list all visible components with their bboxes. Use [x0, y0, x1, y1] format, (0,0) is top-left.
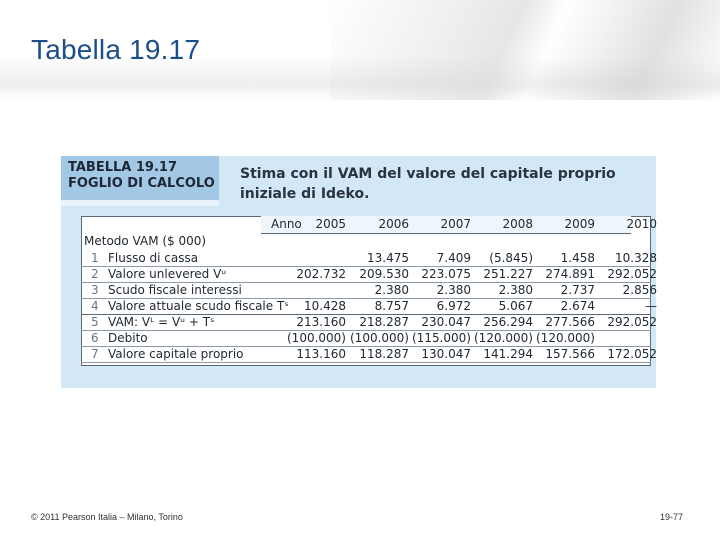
year-header-cell: 2009 [564, 217, 595, 231]
table-cell: 218.287 [359, 315, 409, 329]
slide-title: Tabella 19.17 [31, 34, 201, 65]
year-header-cell: 2007 [440, 217, 471, 231]
table-cell: 2.380 [374, 283, 409, 297]
row-label: Valore capitale proprio [108, 347, 244, 361]
table-cell: 2.380 [498, 283, 533, 297]
copyright-text: © 2011 Pearson Italia – Milano, Torino [31, 512, 183, 522]
table-cell: 256.294 [483, 315, 533, 329]
table-cell: 2.674 [560, 299, 595, 313]
table-cell: 202.732 [296, 267, 346, 281]
table-cell: 141.294 [483, 347, 533, 361]
table-cell: 10.428 [304, 299, 346, 313]
row-number: 2 [91, 267, 99, 281]
label-strip [61, 200, 219, 206]
table-cell: (120.000) [474, 331, 533, 345]
table-cell: 2.380 [436, 283, 471, 297]
page-number: 19-77 [660, 512, 684, 522]
table-cell: 292.052 [607, 267, 657, 281]
table-cell: 172.052 [607, 347, 657, 361]
table-number: TABELLA 19.17 [68, 160, 177, 175]
year-header-cell: 2010 [626, 217, 657, 231]
table-cell: 7.409 [436, 251, 471, 265]
table-cell: 274.891 [545, 267, 595, 281]
row-number: 4 [91, 299, 99, 313]
table-cell: 113.160 [296, 347, 346, 361]
table-cell: 223.075 [421, 267, 471, 281]
table-cell: 251.227 [483, 267, 533, 281]
table-cell: 118.287 [359, 347, 409, 361]
row-label: VAM: Vᴸ = Vᵘ + Tˢ [108, 315, 215, 329]
row-label: Valore attuale scudo fiscale Tˢ [108, 299, 289, 313]
row-number: 1 [91, 251, 99, 265]
table-cell: 8.757 [374, 299, 409, 313]
table-cell: 209.530 [359, 267, 409, 281]
table-cell: 13.475 [367, 251, 409, 265]
table-caption: Stima con il VAM del valore del capitale proprio iniziale di Ideko. [240, 166, 616, 202]
table-cell: 230.047 [421, 315, 471, 329]
table-panel [61, 156, 656, 388]
year-header-label: Anno [271, 217, 302, 231]
table-cell: — [645, 299, 657, 313]
table-cell: 10.328 [615, 251, 657, 265]
row-label: Flusso di cassa [108, 251, 199, 265]
table-label-box [61, 156, 219, 200]
row-label: Debito [108, 331, 148, 345]
row-number: 6 [91, 331, 99, 345]
row-label: Scudo fiscale interessi [108, 283, 242, 297]
row-divider [81, 362, 651, 363]
year-header-cell: 2005 [315, 217, 346, 231]
table-cell: 5.067 [498, 299, 533, 313]
table-cell: 1.458 [560, 251, 595, 265]
table-cell: 2.856 [622, 283, 657, 297]
section-title: Metodo VAM ($ 000) [84, 234, 207, 248]
table-cell: 213.160 [296, 315, 346, 329]
row-number: 7 [91, 347, 99, 361]
year-header-cell: 2006 [378, 217, 409, 231]
row-number: 5 [91, 315, 99, 329]
year-header-cell: 2008 [502, 217, 533, 231]
row-label: Valore unlevered Vᵘ [108, 267, 227, 281]
table-cell: (100.000) [287, 331, 346, 345]
table-cell: (100.000) [350, 331, 409, 345]
row-number: 3 [91, 283, 99, 297]
table-cell: 292.052 [607, 315, 657, 329]
table-cell: (5.845) [489, 251, 533, 265]
table-cell: (115.000) [412, 331, 471, 345]
table-cell: 277.566 [545, 315, 595, 329]
table-cell: 6.972 [436, 299, 471, 313]
table-kind: FOGLIO DI CALCOLO [68, 176, 215, 191]
table-cell: (120.000) [536, 331, 595, 345]
header-decoration [330, 0, 720, 100]
table-cell: 157.566 [545, 347, 595, 361]
table-cell: 2.737 [560, 283, 595, 297]
table-cell: 130.047 [421, 347, 471, 361]
